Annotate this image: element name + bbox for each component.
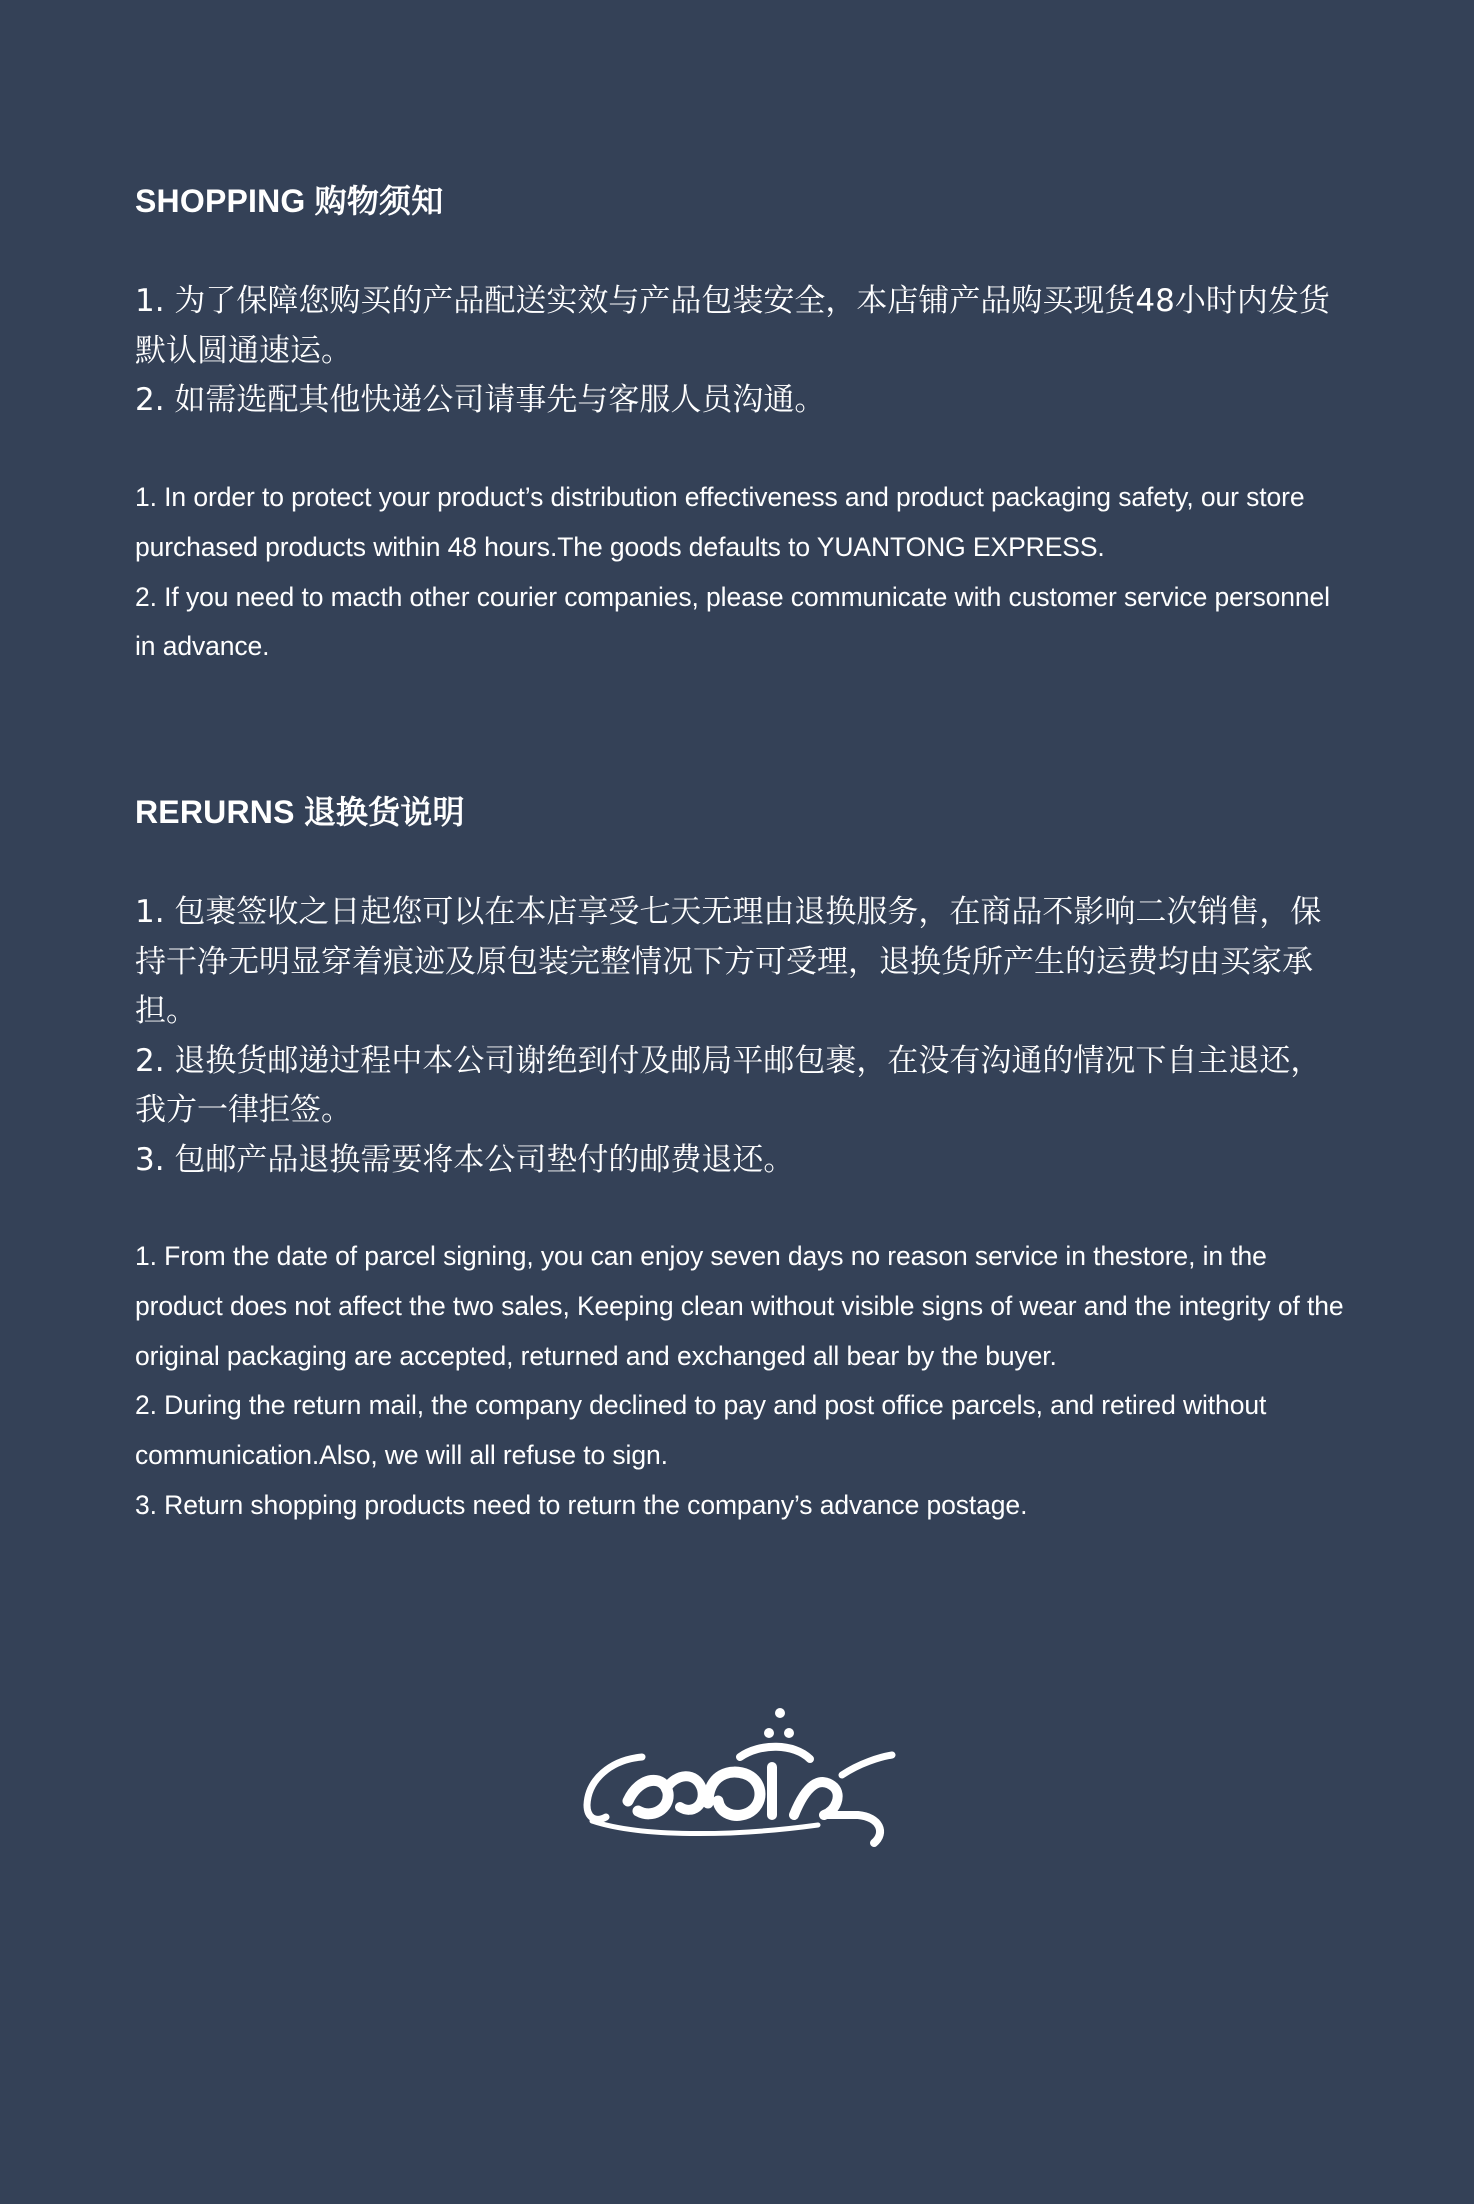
shopping-title: SHOPPING 购物须知 (135, 183, 444, 219)
returns-cn-notes (135, 888, 1345, 1185)
shopping-cn-item-2: 2. 如需选配其他快递公司请事先与客服人员沟通。 (135, 382, 826, 418)
shopping-cn-notes (135, 277, 1345, 426)
returns-en-item-3: 3. Return shopping products need to return the company’s advance postage. (135, 1489, 1028, 1520)
returns-en-item-2: 2. During the return mail, the company declined to pay and post office parcels, and retired without communication.Also, we will all refuse to sign. (135, 1390, 1267, 1471)
returns-cn-item-2: 2. 退换货邮递过程中本公司谢绝到付及邮局平邮包裹，在没有沟通的情况下自主退还，我方一律拒签。 (135, 1042, 1322, 1128)
calligraphy-logo-icon (580, 1705, 896, 1850)
returns-title: RERURNS 退换货说明 (135, 794, 465, 830)
returns-cn-item-1: 1. 包裹签收之日起您可以在本店享受七天无理由退换服务，在商品不影响二次销售，保持干净无明显穿着痕迹及原包装完整情况下方可受理，退换货所产生的运费均由买家承担。 (135, 894, 1322, 1029)
returns-cn-item-3: 3. 包邮产品退换需要将本公司垫付的邮费退还。 (135, 1141, 795, 1178)
returns-en-notes (135, 1232, 1345, 1531)
shopping-en-item-2: 2. If you need to macth other courier companies, please communicate with customer service personnel in advance. (135, 581, 1330, 662)
returns-en-item-1: 1. From the date of parcel signing, you can enjoy seven days no reason service in thestore, in the product does not affect the two sales, Keeping clean without visible signs of wear and the integrity of the original packaging are accepted, returned and exchanged all bear by the buyer. (135, 1241, 1344, 1371)
shopping-en-item-1: 1. In order to protect your product’s distribution effectiveness and product packaging safety, our store purchased products within 48 hours.The goods defaults to YUANTONG EXPRESS. (135, 482, 1305, 562)
shopping-cn-item-1: 1. 为了保障您购买的产品配送实效与产品包装安全，本店铺产品购买现货48小时内发货默认圆通速运。 (135, 283, 1330, 369)
shopping-en-notes (135, 473, 1345, 672)
